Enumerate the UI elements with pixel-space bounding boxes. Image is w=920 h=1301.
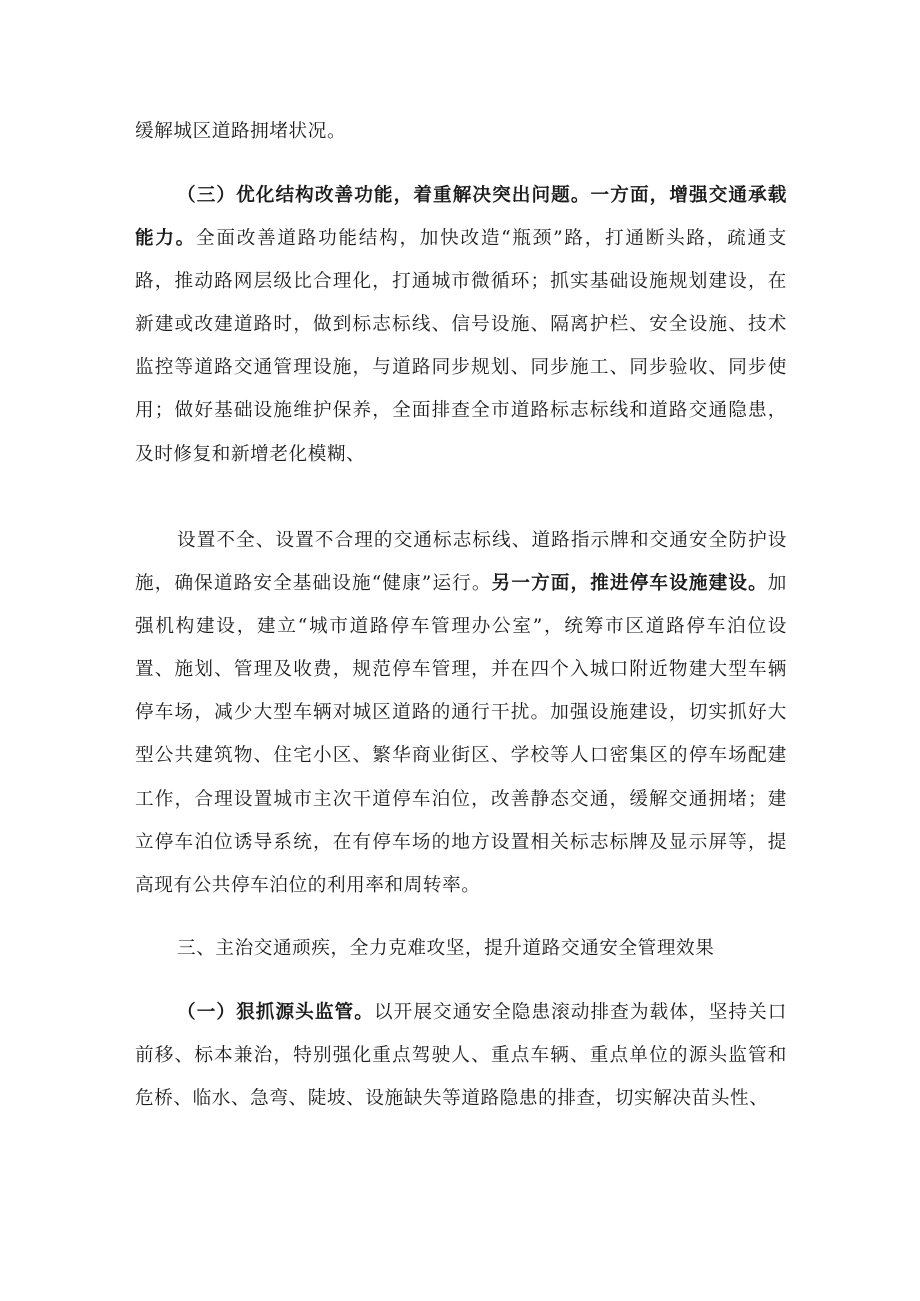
paragraph-3-text-a: 设置不全、设置不合理的交通标志标线、道路指示牌和交通安全防护设施，确保道路安全基础设施“健康”运行。 — [135, 530, 787, 595]
paragraph-1-text: 缓解城区道路拥堵状况。 — [135, 121, 347, 142]
section-heading — [135, 927, 787, 970]
paragraph-3-text-b: 加强机构建设，建立“城市道路停车管理办公室”，统筹市区道路停车泊位设置、施划、管理及收费，规范停车管理，并在四个入城口附近物建大型车辆停车场，减少大型车辆对城区道路的通行干扰。加强设施建设，切实抓好大型公共建筑物、住宅小区、繁华商业街区、学校等人口密集区的停车场配建工作，合理设置城市主次干道停车泊位，改善静态交通，缓解交通拥堵；建立停车泊位诱导系统，在有停车场的地方设置相关标志标牌及显示屏等，提高现有公共停车泊位的利用率和周转率。 — [135, 573, 787, 896]
section-heading-text: 三、主治交通顽疾，全力克难攻坚，提升道路交通安全管理效果 — [177, 938, 715, 959]
paragraph-2 — [135, 174, 787, 476]
paragraph-5-text: 以开展交通安全隐患滚动排查为载体，坚持关口前移、标本兼治，特别强化重点驾驶人、重点车辆、重点单位的源头监管和危桥、临水、急弯、陡坡、设施缺失等道路隐患的排查，切实解决苗头性、 — [135, 1002, 787, 1110]
paragraph-2-bold-lead: （三）优化结构改善功能，着重解决突出问题。一方面，增强交通承载能力。 — [135, 185, 787, 250]
paragraph-5 — [135, 991, 787, 1120]
paragraph-3 — [135, 519, 787, 907]
paragraph-2-text: 全面改善道路功能结构，加快改造“瓶颈”路，打通断头路，疏通支路，推动路网层级比合理化，打通城市微循环；抓实基础设施规划建设，在新建或改建道路时，做到标志标线、信号设施、隔离护栏、安全设施、技术监控等道路交通管理设施，与道路同步规划、同步施工、同步验收、同步使用；做好基础设施维护保养，全面排查全市道路标志标线和道路交通隐患，及时修复和新增老化模糊、 — [135, 228, 787, 465]
paragraph-3-bold-mid: 另一方面，推进停车设施建设。 — [491, 573, 768, 595]
paragraph-5-bold-lead: （一）狠抓源头监管。 — [177, 1002, 374, 1023]
paragraph-1 — [135, 110, 787, 153]
